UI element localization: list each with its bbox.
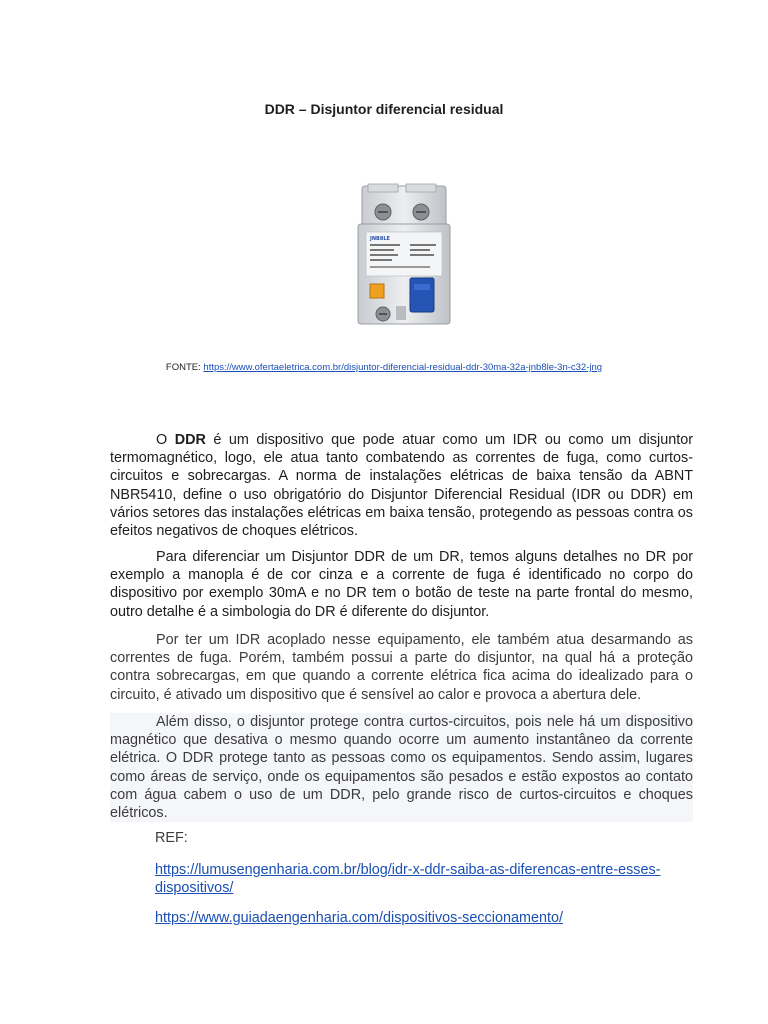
p1-bold-ddr: DDR	[174, 432, 206, 448]
p3-text: Por ter um IDR acoplado nesse equipamento, ele também atua desarmando as correntes de fuga. Porém, também possui a parte do disjuntor, na qual há a proteção contra sobrecargas, em que quando a corrente elétrica fica acima do idealizado para o circuito, é ativado um dispositivo que é sensível ao calor e provoca a abertura dele.	[110, 632, 693, 703]
reference-link-2[interactable]: https://www.guiadaengenharia.com/dispositivos-seccionamento/	[155, 910, 563, 926]
paragraph-3	[110, 631, 693, 704]
p2-text: Para diferenciar um Disjuntor DDR de um DR, temos alguns detalhes no DR por exemplo a manopla é de cor cinza e a corrente de fuga é identificado no corpo do dispositivo por exemplo 30mA e no DR tem o botão de teste na parte frontal do mesmo, outro detalhe é a simbologia do DR é diferente do disjuntor.	[110, 549, 693, 620]
reference-1	[155, 861, 695, 897]
document-title: DDR – Disjuntor diferencial residual	[264, 101, 504, 117]
source-link[interactable]: https://www.ofertaeletrica.com.br/disjuntor-diferencial-residual-ddr-30ma-32a-jnb8le-3n-c32-jng	[203, 362, 603, 373]
p1-text: é um dispositivo que pode atuar como um IDR ou como um disjuntor termomagnético, logo, ele atua tanto combatendo as correntes de fuga, como curtos-circuitos e sobrecargas. A norma de instalações elétricas de baixa tensão da ABNT NBR5410, define o uso obrigatório do Disjuntor Diferencial Residual (IDR ou DDR) em vários setores das instalações elétricas em baixa tensão, protegendo as pessoas contra os efeitos negativos de choques elétricos.	[110, 432, 693, 540]
paragraph-2	[110, 548, 693, 621]
paragraph-1	[110, 431, 693, 540]
p1-pre: O	[156, 432, 175, 448]
image-source-caption	[0, 362, 768, 373]
reference-2	[155, 909, 695, 927]
ddr-device-image	[350, 180, 460, 328]
svg-text:JNB8LE: JNB8LE	[370, 236, 390, 242]
p4-text: Além disso, o disjuntor protege contra curtos-circuitos, pois nele há um dispositivo magnético que desativa o mesmo quando ocorre um aumento instantâneo da corrente elétrica. O DDR protege tanto as pessoas como os equipamentos. Sendo assim, lugares como áreas de serviço, onde os equipamentos são pesados e estão expostos ao contato com água cabem o uso de um DDR, pelo grande risco de curtos-circuitos e choques elétricos.	[110, 714, 693, 822]
reference-link-1[interactable]: https://lumusengenharia.com.br/blog/idr-x-ddr-saiba-as-diferencas-entre-esses-dispositivos/	[155, 862, 661, 897]
references-label: REF:	[155, 830, 188, 846]
source-label: FONTE:	[165, 362, 204, 373]
paragraph-4	[110, 713, 693, 822]
